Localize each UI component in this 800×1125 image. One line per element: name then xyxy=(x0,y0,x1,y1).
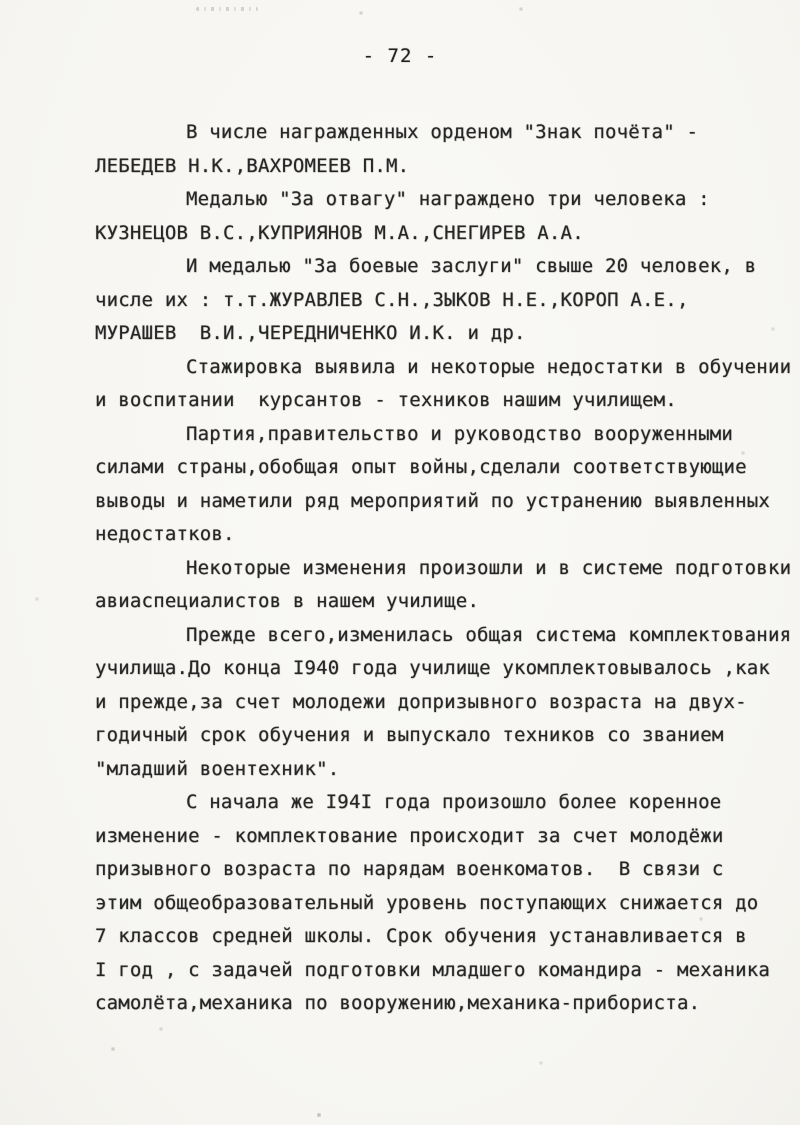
text-line: МУРАШЕВ В.И.,ЧЕРЕДНИЧЕНКО И.К. и др. xyxy=(95,322,526,344)
text-line: КУЗНЕЦОВ В.С.,КУПРИЯНОВ М.А.,СНЕГИРЕВ А.А. xyxy=(95,221,584,244)
text-line: В числе награжденных орденом "Знак почёта" - xyxy=(186,121,699,143)
text-line: С начала же I94I года произошло более коренное xyxy=(186,791,722,813)
text-line: и прежде,за счет молодежи допризывного возраста на двух- xyxy=(95,690,747,713)
text-lines xyxy=(95,116,792,1021)
text-line: этим общеобразовательный уровень поступающих снижается до xyxy=(95,891,759,914)
text-line: Прежде всего,изменилась общая система комплектования xyxy=(186,623,792,646)
text-line: самолёта,механика по вооружению,механика-прибориста. xyxy=(95,992,701,1014)
scan-speckles xyxy=(0,0,2,2)
text-line: ЛЕБЕДЕВ Н.К.,ВАХРОМЕЕВ П.М. xyxy=(95,154,410,177)
text-line: числе их : т.т.ЖУРАВЛЕВ С.Н.,ЗЫКОВ Н.Е.,КОРОП А.Е., xyxy=(95,288,689,311)
text-line: призывного возраста по нарядам военкоматов. В связи с xyxy=(95,858,724,880)
text-line: выводы и наметили ряд мероприятий по устранению выявленных xyxy=(95,489,771,512)
text-line: силами страны,обобщая опыт войны,сделали соответствующие xyxy=(95,456,747,478)
text-line: годичный срок обучения и выпускало техников со званием xyxy=(95,724,724,746)
text-line: училища.До конца I940 года училище укомплектовывалось ,как xyxy=(95,657,771,679)
text-line: I год , с задачей подготовки младшего командира - механика xyxy=(95,958,771,981)
text-line: "младший воентехник". xyxy=(95,757,340,780)
page-number: - 72 - xyxy=(362,45,438,67)
text-line: И медалью "За боевые заслуги" свыше 20 человек, в xyxy=(186,255,757,277)
text-line: изменение - комплектование происходит за счет молодёжи xyxy=(95,824,724,847)
text-line: Медалью "За отвагу" награждено три человека : xyxy=(186,188,710,210)
text-line: авиаспециалистов в нашем училище. xyxy=(95,590,480,612)
text-line: и воспитании курсантов - техников нашим училищем. xyxy=(95,389,677,411)
text-line: 7 классов средней школы. Срок обучения устанавливается в xyxy=(95,925,747,947)
text-line: недостатков. xyxy=(95,523,235,545)
scan-smudge xyxy=(196,7,258,11)
text-line: Некоторые изменения произошли и в системе подготовки xyxy=(186,556,792,579)
text-line: Партия,правительство и руководство вооруженными xyxy=(186,422,734,445)
text-line: Стажировка выявила и некоторые недостатки в обучении xyxy=(186,355,792,378)
